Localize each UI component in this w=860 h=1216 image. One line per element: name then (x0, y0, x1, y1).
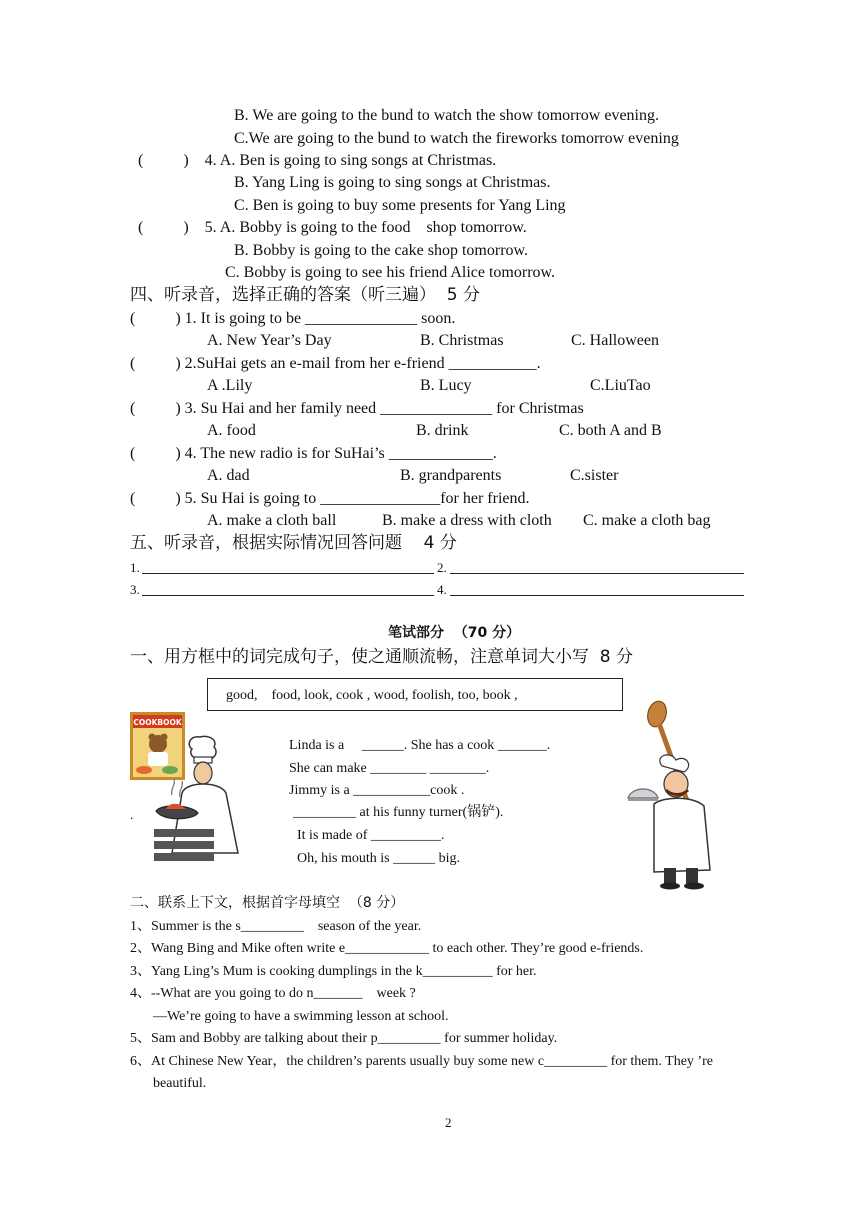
s4-q2-stem: ( ) 2.SuHai gets an e-mail from her e-friend ___________. (130, 355, 541, 372)
s4-q5-stem: ( ) 5. Su Hai is going to _______________for her friend. (130, 490, 530, 507)
chef-spoon-image (624, 700, 734, 890)
s4-q3-b: B. drink (416, 422, 469, 439)
word-box-text: good, food, look, cook , wood, foolish, too, book , (226, 688, 518, 703)
option-c-q5: C. Bobby is going to see his friend Alice tomorrow. (225, 264, 556, 281)
answer-4-label: 4. (437, 582, 447, 597)
s4-q1-a: A. New Year’s Day (207, 332, 332, 349)
s4-q1-c: C. Halloween (571, 332, 659, 349)
s4-q2-b: B. Lucy (420, 377, 472, 394)
s4-q4-stem: ( ) 4. The new radio is for SuHai’s _____________. (130, 445, 497, 462)
option-b-q5: B. Bobby is going to the cake shop tomorrow. (234, 242, 529, 259)
part2-line-3: 3、Yang Ling’s Mum is cooking dumplings in the k__________ for her. (130, 964, 537, 979)
part2-line-4-reply: —We’re going to have a swimming lesson at school. (153, 1009, 449, 1024)
written-part-title: 笔试部分 （70 分） (388, 625, 521, 641)
page-number: 2 (445, 1115, 452, 1130)
answer-2-label: 2. (437, 560, 447, 575)
stray-dot: . (130, 807, 134, 822)
question-5-option-a: ( ) 5. A. Bobby is going to the food shop tomorrow. (138, 219, 527, 236)
cookbook-title: COOKBOOK (133, 718, 182, 727)
s4-q3-a: A. food (207, 422, 256, 439)
answer-2-line (450, 573, 744, 574)
s4-q4-c: C.sister (570, 467, 619, 484)
option-c-q3: C.We are going to the bund to watch the fireworks tomorrow evening (234, 130, 679, 147)
option-b-q3: B. We are going to the bund to watch the show tomorrow evening. (234, 107, 659, 124)
s4-q1-b: B. Christmas (420, 332, 504, 349)
answer-1-label: 1. (130, 560, 140, 575)
s4-q3-c: C. both A and B (559, 422, 662, 439)
part1-heading: 一、用方框中的词完成句子，使之通顺流畅，注意单词大小写 8 分 (130, 647, 634, 667)
s4-q5-b: B. make a dress with cloth (382, 512, 552, 529)
section5-heading: 五、听录音，根据实际情况回答问题 4 分 (130, 533, 457, 553)
answer-3-label: 3. (130, 582, 140, 597)
part2-line-6: 6、At Chinese New Year，the children’s parents usually buy some new c_________ for them. They ’re (130, 1054, 713, 1069)
sentence-2: She can make ________ ________. (289, 761, 490, 776)
part2-line-1: 1、Summer is the s_________ season of the year. (130, 919, 422, 934)
answer-1-line (142, 573, 434, 574)
part2-line-2: 2、Wang Bing and Mike often write e____________ to each other. They’re good e-friends. (130, 941, 644, 956)
option-b-q4: B. Yang Ling is going to sing songs at Christmas. (234, 174, 551, 191)
sentence-3: Jimmy is a ___________cook . (289, 783, 465, 798)
sentence-5: It is made of __________. (297, 828, 445, 843)
s4-q4-a: A. dad (207, 467, 250, 484)
part2-line-5: 5、Sam and Bobby are talking about their p_________ for summer holiday. (130, 1031, 558, 1046)
s4-q4-b: B. grandparents (400, 467, 502, 484)
answer-4-line (450, 595, 744, 596)
chef-cooking-image (152, 733, 252, 873)
s4-q1-stem: ( ) 1. It is going to be ______________ soon. (130, 310, 456, 327)
answer-3-line (142, 595, 434, 596)
sentence-4: _________ at his funny turner(锅铲). (293, 805, 504, 820)
s4-q5-c: C. make a cloth bag (583, 512, 711, 529)
s4-q2-c: C.LiuTao (590, 377, 651, 394)
s4-q3-stem: ( ) 3. Su Hai and her family need ______________ for Christmas (130, 400, 584, 417)
part2-line-6-cont: beautiful. (153, 1076, 207, 1091)
part2-line-4: 4、--What are you going to do n_______ week ? (130, 986, 416, 1001)
part2-heading: 二、联系上下文，根据首字母填空 （8 分） (130, 895, 405, 911)
option-c-q4: C. Ben is going to buy some presents for Yang Ling (234, 197, 566, 214)
sentence-1: Linda is a ______. She has a cook _______. (289, 738, 551, 753)
s4-q5-a: A. make a cloth ball (207, 512, 337, 529)
s4-q2-a: A .Lily (207, 377, 253, 394)
sentence-6: Oh, his mouth is ______ big. (297, 851, 460, 866)
section4-heading: 四、听录音，选择正确的答案（听三遍） 5 分 (130, 285, 481, 305)
word-box (207, 678, 623, 711)
question-4-option-a: ( ) 4. A. Ben is going to sing songs at Christmas. (138, 152, 497, 169)
